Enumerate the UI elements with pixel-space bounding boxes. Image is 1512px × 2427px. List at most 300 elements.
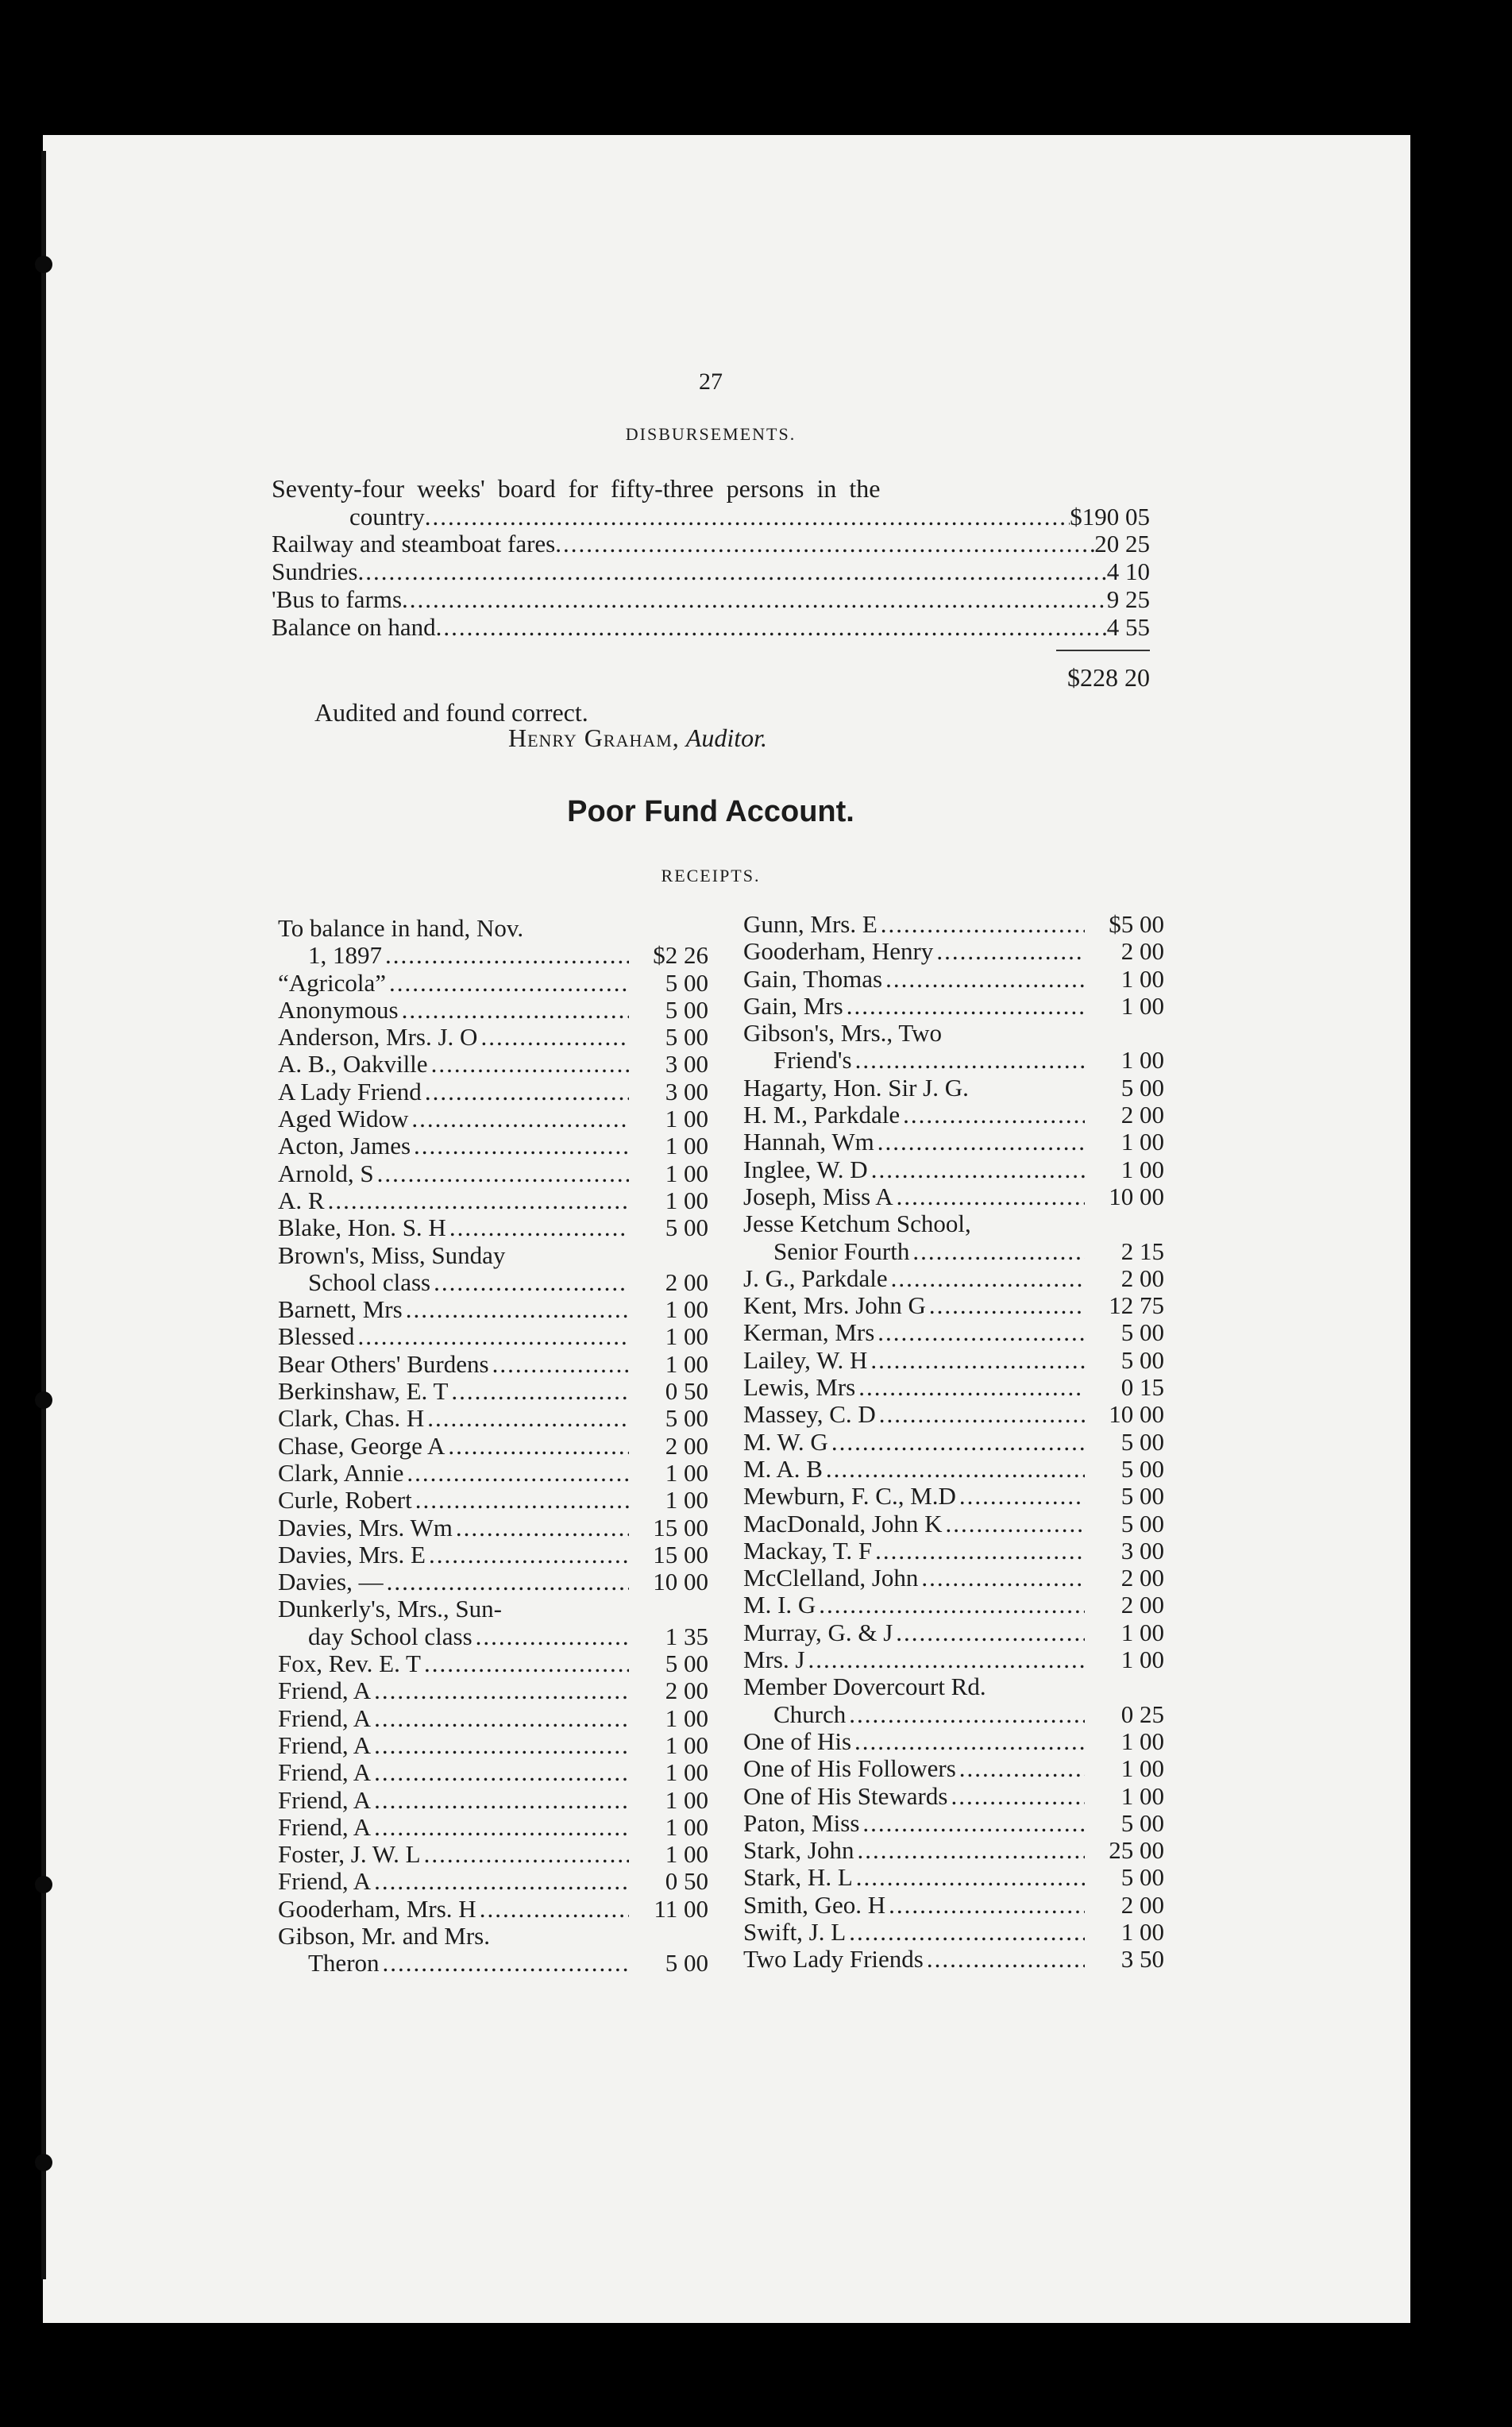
leader-dots [854,1837,1086,1864]
donor-name: Hannah, Wm [743,1128,874,1156]
donor-name: One of His [743,1727,852,1755]
leader-dots [371,1787,629,1814]
receipt-row [743,993,1164,1020]
receipt-row [278,1541,708,1568]
donation-amount: 5 00 [1120,1454,1164,1483]
donation-amount: 0 50 [665,1377,708,1406]
disbursement-item-line: Seventy-four weeks' board for fifty-three persons in the [272,474,881,503]
receipt-row [278,1623,708,1650]
donation-amount: 1 00 [1120,1754,1164,1783]
donor-name: Stark, H. L [743,1863,853,1892]
leader-dots [382,942,629,969]
donor-name: Friend, A [278,1677,372,1705]
leader-dots [823,1456,1085,1483]
disbursement-row [349,504,1150,531]
donation-amount: 1 00 [1120,1128,1164,1156]
donor-name: Gibson, Mr. and Mrs. [278,1921,490,1950]
donor-name: Gooderham, Henry [743,937,934,966]
donor-name: Lewis, Mrs [743,1373,856,1402]
donation-amount: 1 00 [1120,1727,1164,1755]
donor-name: Mewburn, F. C., M.D [743,1482,956,1511]
disbursement-label: country [349,503,425,531]
donor-name: Blake, Hon. S. H [278,1214,446,1242]
donor-name: M. I. G [743,1591,816,1619]
donation-amount: 1 35 [665,1622,708,1650]
disbursement-label: Railway and steamboat fares [272,530,556,558]
poor-fund-title: Poor Fund Account. [567,795,854,828]
disbursement-label: Sundries [272,558,358,585]
receipt-row [743,1919,1164,1946]
donor-name: Gunn, Mrs. E [743,910,878,938]
leader-dots [893,1183,1085,1210]
leader-dots [943,1511,1085,1538]
receipt-row [278,1950,708,1977]
leader-dots [421,1650,629,1677]
receipt-row [743,1728,1164,1755]
donor-name: One of His Stewards [743,1781,948,1810]
donor-name: Friend, A [278,1867,372,1896]
donation-amount: 15 00 [653,1540,708,1568]
leader-dots [900,1102,1085,1129]
donor-name: Clark, Annie [278,1458,404,1487]
leader-dots [371,1732,629,1759]
receipt-row [278,1132,708,1159]
receipt-row [278,1841,708,1868]
disbursement-row [272,558,1150,585]
receipt-row [278,1677,708,1704]
receipt-row [743,1020,1164,1047]
donor-name: Friend, A [278,1812,372,1841]
receipt-row [278,1514,708,1541]
receipt-row [743,1102,1164,1129]
donation-amount: 5 00 [665,1650,708,1678]
receipt-row [278,1378,708,1405]
donor-name: McClelland, John [743,1564,919,1592]
receipt-row [278,1460,708,1487]
donation-amount: 2 15 [1120,1237,1164,1265]
leader-dots [408,1105,629,1132]
donor-name: “Agricola” [278,968,386,997]
donation-amount: 1 00 [665,1486,708,1514]
leader-dots [855,1374,1085,1401]
donor-name: Friend, A [278,1758,372,1787]
donation-amount: 5 00 [1120,1318,1164,1347]
donation-amount: 5 00 [665,1023,708,1051]
donation-amount: 0 25 [1120,1700,1164,1728]
receipt-row [743,1456,1164,1483]
donation-amount: 10 00 [1109,1182,1164,1210]
receipt-row [743,1592,1164,1619]
donation-amount: 10 00 [653,1568,708,1596]
disbursement-row [272,614,1150,641]
donor-name: Gooderham, Mrs. H [278,1894,476,1923]
leader-dots [476,1896,629,1923]
donor-name: Barnett, Mrs [278,1295,403,1324]
donation-amount: 2 00 [1120,1890,1164,1919]
donor-name: Gain, Mrs [743,991,843,1020]
donation-amount: 1 00 [1120,1155,1164,1183]
leader-dots [909,1238,1085,1265]
disbursements-heading: DISBURSEMENTS. [625,424,796,444]
donor-name: Friend, A [278,1704,372,1732]
leader-dots [426,1541,629,1568]
donor-name: Church [773,1700,847,1728]
leader-dots [371,1759,629,1786]
donation-amount: 5 00 [1120,1482,1164,1511]
donor-name: Massey, C. D [743,1400,876,1429]
receipt-row [743,1755,1164,1782]
leader-dots [805,1646,1085,1673]
receipt-row [278,1351,708,1378]
donation-amount: 2 00 [1120,937,1164,966]
receipt-row [743,1538,1164,1565]
donor-name: Foster, J. W. L [278,1840,421,1869]
donor-name: Mrs. J [743,1646,805,1674]
leader-dots [403,1460,629,1487]
leader-dots [876,1401,1085,1428]
donor-name: A. B., Oakville [278,1050,428,1078]
receipt-row [743,1156,1164,1183]
leader-dots [846,1919,1085,1946]
leader-dots [555,531,1094,558]
leader-dots [436,614,1107,641]
donor-name: To balance in hand, Nov. [278,914,524,942]
leader-dots [872,1538,1085,1565]
leader-dots [402,586,1107,613]
donor-name: M. A. B [743,1454,823,1483]
leader-dots [918,1565,1085,1592]
donor-name: Friend, A [278,1785,372,1814]
receipt-row [743,1864,1164,1891]
donation-amount: 1 00 [665,1704,708,1732]
receipt-row [743,1319,1164,1346]
receipt-row [743,1565,1164,1592]
disbursement-amount: 4 55 [1106,613,1150,641]
disbursement-amount: 4 10 [1106,558,1150,585]
donation-amount: $2 26 [653,941,708,970]
leader-dots [956,1483,1085,1510]
donation-amount: 3 00 [665,1050,708,1078]
leader-dots [933,938,1085,965]
donation-amount: 5 00 [1120,1509,1164,1538]
leader-dots [853,1864,1085,1891]
donation-amount: 1 00 [665,1132,708,1160]
leader-dots [448,1378,629,1405]
donor-name: Acton, James [278,1132,411,1160]
leader-dots [412,1487,629,1514]
donation-amount: 1 00 [665,1840,708,1869]
donation-amount: 1 00 [665,1758,708,1787]
leader-dots [371,1814,629,1841]
donation-amount: 2 00 [1120,1101,1164,1129]
receipt-row [743,1265,1164,1292]
receipt-row [743,1837,1164,1864]
disbursement-row [272,531,1150,558]
donor-name: J. G., Parkdale [743,1264,888,1292]
donor-name: Gain, Thomas [743,964,883,993]
donation-amount: 0 15 [1120,1373,1164,1402]
disbursement-amount: 9 25 [1106,585,1150,613]
leader-dots [885,1892,1085,1919]
donor-name: Two Lady Friends [743,1945,924,1974]
donation-amount: 3 00 [665,1077,708,1105]
donor-name: Member Dovercourt Rd. [743,1673,986,1701]
receipt-row [743,1673,1164,1700]
disbursements-total: $228 20 [1067,663,1150,692]
receipt-row [278,970,708,997]
receipt-row [743,1783,1164,1810]
donor-name: Davies, Mrs. E [278,1540,426,1568]
donor-name: A. R [278,1186,325,1214]
receipt-row [278,1814,708,1841]
receipt-row [278,1759,708,1786]
leader-dots [399,997,629,1024]
receipt-row [278,1051,708,1078]
donor-name: Davies, — [278,1568,384,1596]
donation-amount: 12 75 [1109,1291,1164,1320]
leader-dots [374,1160,629,1187]
receipts-right-column [743,911,1164,1974]
receipt-row [278,997,708,1024]
donation-amount: 5 00 [1120,1345,1164,1374]
leader-dots [816,1592,1085,1619]
donor-name: Kerman, Mrs [743,1318,875,1347]
leader-dots [851,1728,1085,1755]
leader-dots [421,1841,629,1868]
binding-hole [35,1391,52,1409]
leader-dots [882,966,1085,993]
donor-name: Dunkerly's, Mrs., Sun- [278,1595,502,1623]
leader-dots [843,993,1085,1020]
receipt-row [278,1024,708,1051]
donor-name: Bear Others' Burdens [278,1349,489,1378]
receipt-row [278,1296,708,1323]
donor-name: M. W. G [743,1427,828,1456]
leader-dots [380,1950,629,1977]
donation-amount: 1 00 [665,1812,708,1841]
receipt-row [278,1787,708,1814]
leader-dots [477,1024,629,1051]
donor-name: day School class [308,1622,472,1650]
document-page [43,135,1410,2323]
donor-name: Chase, George A [278,1431,446,1460]
donor-name: Joseph, Miss A [743,1182,893,1210]
donation-amount: 5 00 [1120,1863,1164,1892]
donor-name: Fox, Rev. E. T [278,1650,421,1678]
disbursement-label: Balance on hand [272,613,436,641]
receipt-row [278,1705,708,1732]
leader-dots [859,1810,1085,1837]
leader-dots [926,1292,1085,1319]
leader-dots [893,1619,1085,1646]
leader-dots [846,1701,1085,1728]
donor-name: Paton, Miss [743,1808,860,1837]
donation-amount: 10 00 [1109,1400,1164,1429]
audit-statement: Audited and found correct. [314,698,588,727]
donation-amount: 1 00 [665,1731,708,1759]
disbursement-label: 'Bus to farms [272,585,403,613]
donation-amount: 1 00 [1120,991,1164,1020]
donor-name: Brown's, Miss, Sunday [278,1241,506,1269]
donation-amount: 2 00 [1120,1591,1164,1619]
donation-amount: 5 00 [665,1949,708,1977]
leader-dots [371,1705,629,1732]
receipts-left-column [278,915,708,1977]
donation-amount: 1 00 [665,1186,708,1214]
donation-amount: 5 00 [1120,1427,1164,1456]
leader-dots [358,558,1107,585]
receipt-row [278,1323,708,1350]
receipt-row [278,1732,708,1759]
leader-dots [424,1405,629,1432]
leader-dots [874,1129,1085,1156]
receipt-row [278,1868,708,1895]
donor-name: Inglee, W. D [743,1155,868,1183]
auditor-name: Henry Graham, [508,723,680,752]
donor-name: 1, 1897 [308,941,382,970]
receipt-row [278,1568,708,1595]
leader-dots [354,1323,629,1350]
receipt-row [743,1047,1164,1074]
donor-name: Friend, A [278,1731,372,1759]
donation-amount: 3 50 [1120,1945,1164,1974]
donor-name: Lailey, W. H [743,1345,868,1374]
receipt-row [743,1238,1164,1265]
donation-amount: 5 00 [665,968,708,997]
receipt-row [278,1242,708,1269]
donor-name: Aged Widow [278,1105,409,1133]
binding-hole [35,2154,52,2171]
leader-dots [924,1946,1085,1973]
receipt-row [743,1429,1164,1456]
donation-amount: 5 00 [665,1404,708,1433]
receipt-row [743,1701,1164,1728]
receipt-row [743,938,1164,965]
donor-name: Friend's [773,1046,852,1075]
donation-amount: 15 00 [653,1513,708,1541]
leader-dots [384,1568,629,1595]
receipt-row [278,1405,708,1432]
leader-dots [489,1351,629,1378]
leader-dots [371,1868,629,1895]
donation-amount: 11 00 [654,1894,708,1923]
receipt-row [743,1810,1164,1837]
receipt-row [743,1619,1164,1646]
donor-name: Theron [308,1949,380,1977]
donor-name: Smith, Geo. H [743,1890,886,1919]
donation-amount: 2 00 [665,1677,708,1705]
receipt-row [278,1896,708,1923]
donation-amount: 1 00 [665,1105,708,1133]
donor-name: One of His Followers [743,1754,956,1783]
receipt-row [743,1210,1164,1237]
leader-dots [428,1051,629,1078]
donation-amount: 2 00 [665,1431,708,1460]
receipt-row [278,1105,708,1132]
receipt-row [743,1401,1164,1428]
page-number: 27 [699,368,723,395]
disbursement-row [272,586,1150,613]
binding-hole [35,256,52,273]
receipt-row [743,1292,1164,1319]
receipt-row [278,1923,708,1950]
donor-name: Arnold, S [278,1159,374,1187]
receipt-row [743,911,1164,938]
leader-dots [878,911,1085,938]
receipt-row [278,915,708,942]
donation-amount: 5 00 [665,1214,708,1242]
leader-dots [956,1755,1085,1782]
page-binding [41,151,46,2279]
donation-amount: 1 00 [1120,1781,1164,1810]
receipt-row [743,1946,1164,1973]
receipt-row [278,1269,708,1296]
disbursement-amount: 20 25 [1094,530,1150,558]
donation-amount: 2 00 [1120,1264,1164,1292]
receipts-heading: RECEIPTS. [661,866,761,886]
donor-name: Gibson's, Mrs., Two [743,1019,943,1048]
donation-amount: 1 00 [1120,1917,1164,1946]
donor-name: Hagarty, Hon. Sir J. G. [743,1073,969,1102]
leader-dots [425,504,1070,531]
receipt-row [278,1487,708,1514]
donor-name: Davies, Mrs. Wm [278,1513,453,1541]
donation-amount: 0 50 [665,1867,708,1896]
donation-amount: 1 00 [665,1322,708,1351]
donor-name: Kent, Mrs. John G [743,1291,926,1320]
leader-dots [453,1514,629,1541]
donor-name: Berkinshaw, E. T [278,1377,449,1406]
leader-dots [868,1156,1085,1183]
leader-dots [386,970,629,997]
donor-name: A Lady Friend [278,1077,422,1105]
receipt-row [278,1214,708,1241]
receipt-row [278,1187,708,1214]
receipt-row [743,1646,1164,1673]
donation-amount: 5 00 [1120,1073,1164,1102]
donor-name: Mackay, T. F [743,1536,873,1565]
donor-name: Anonymous [278,995,399,1024]
donation-amount: 1 00 [1120,964,1164,993]
donation-amount: 1 00 [1120,1646,1164,1674]
donation-amount: 2 00 [665,1268,708,1296]
donation-amount: 3 00 [1120,1536,1164,1565]
receipt-row [278,1650,708,1677]
leader-dots [874,1319,1085,1346]
leader-dots [430,1269,629,1296]
leader-dots [446,1214,629,1241]
donation-amount: 2 00 [1120,1564,1164,1592]
leader-dots [445,1433,629,1460]
donation-amount: 25 00 [1109,1836,1164,1865]
donor-name: Murray, G. & J [743,1618,893,1646]
disbursement-amount: $190 05 [1070,503,1150,531]
receipt-row [278,1160,708,1187]
donor-name: Senior Fourth [773,1237,910,1265]
receipt-row [278,1433,708,1460]
leader-dots [371,1677,629,1704]
auditor-signature [508,724,767,751]
donation-amount: 1 00 [665,1785,708,1814]
receipt-row [743,1892,1164,1919]
receipt-row [743,1483,1164,1510]
receipt-row [743,1075,1164,1102]
donor-name: School class [308,1268,431,1296]
donation-amount: 1 00 [665,1159,708,1187]
donor-name: Clark, Chas. H [278,1404,425,1433]
leader-dots [472,1623,629,1650]
auditor-title: Auditor. [685,723,768,752]
